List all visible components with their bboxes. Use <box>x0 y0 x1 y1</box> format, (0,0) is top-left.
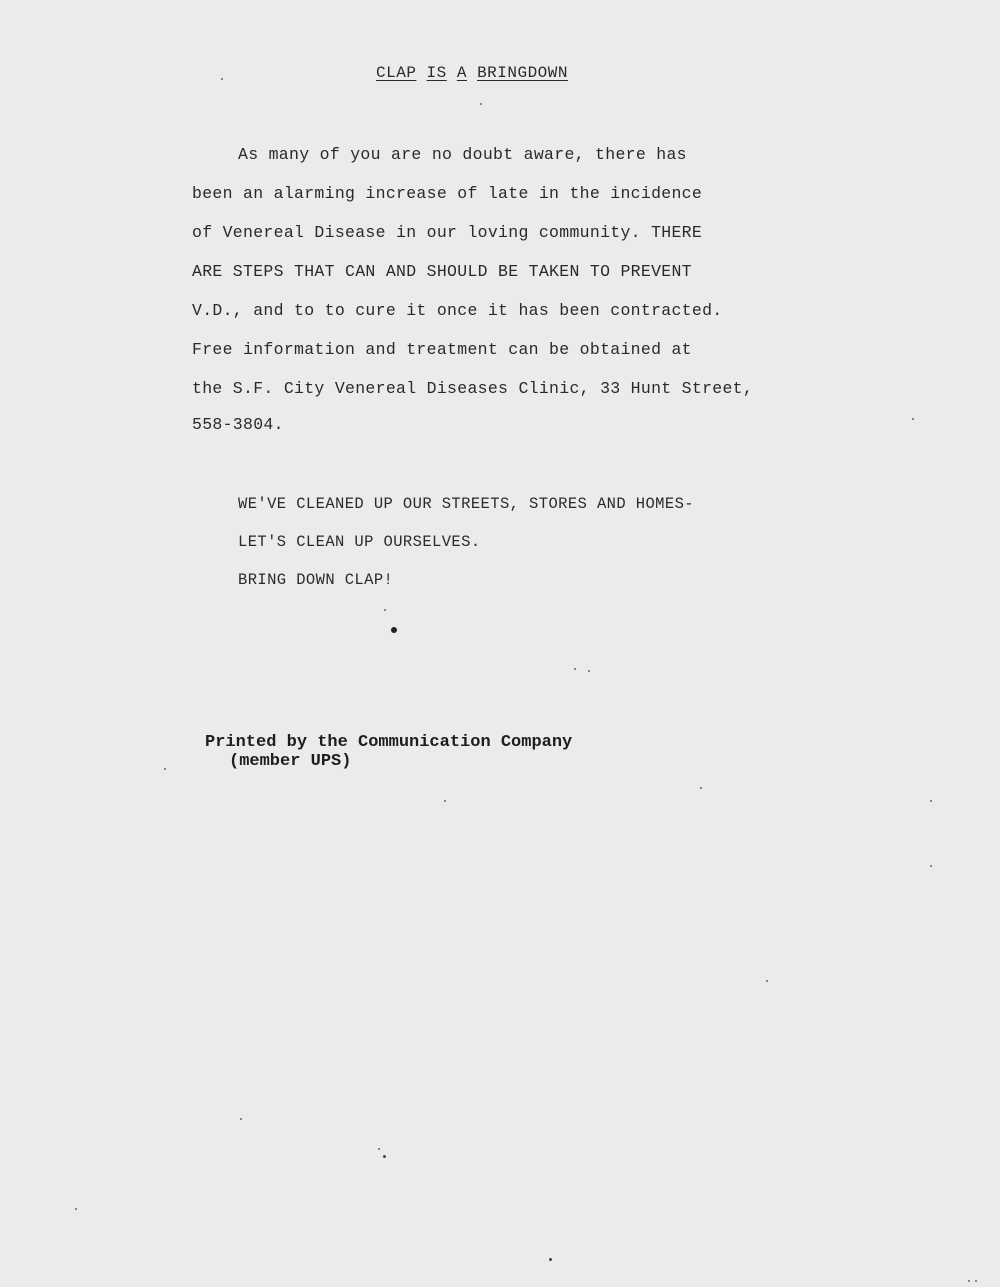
printer-credit-line-2: (member UPS) <box>229 752 352 771</box>
slogan-line-3: BRING DOWN CLAP! <box>238 571 394 589</box>
paper-speck <box>384 609 386 611</box>
paragraph-line-8: 558-3804. <box>192 415 284 434</box>
paper-speck <box>480 103 482 105</box>
paper-speck <box>930 865 932 867</box>
paragraph-line-2: been an alarming increase of late in the incidence <box>192 184 703 203</box>
slogan-line-1: WE'VE CLEANED UP OUR STREETS, STORES AND HOMES- <box>238 495 694 513</box>
paper-speck <box>912 418 914 420</box>
paragraph-line-1: As many of you are no doubt aware, there has <box>238 145 687 164</box>
paper-speck <box>383 1155 386 1158</box>
title-word-bringdown: BRINGDOWN <box>477 64 568 82</box>
paper-speck <box>968 1280 970 1282</box>
paper-speck <box>164 768 166 770</box>
paragraph-line-5: V.D., and to to cure it once it has been contracted. <box>192 301 723 320</box>
paper-speck <box>75 1208 77 1210</box>
paragraph-line-6: Free information and treatment can be obtained at <box>192 340 692 359</box>
paper-speck <box>549 1258 552 1261</box>
title-word-a: A <box>456 64 467 82</box>
printer-credit-line-1: Printed by the Communication Company <box>205 733 573 752</box>
paper-speck <box>930 800 932 802</box>
paper-speck <box>221 78 223 80</box>
paragraph-line-7: the S.F. City Venereal Diseases Clinic, 33 Hunt Street, <box>192 379 754 398</box>
paper-speck <box>444 800 446 802</box>
paper-speck <box>391 627 397 633</box>
paragraph-line-4: ARE STEPS THAT CAN AND SHOULD BE TAKEN TO PREVENT <box>192 262 692 281</box>
title-word-is: IS <box>426 64 447 82</box>
paper-speck <box>975 1280 977 1282</box>
paper-speck <box>378 1148 380 1150</box>
document-title <box>0 64 944 82</box>
paper-speck <box>574 668 576 670</box>
title-word-clap: CLAP <box>376 64 417 82</box>
paper-speck <box>766 980 768 982</box>
slogan-line-2: LET'S CLEAN UP OURSELVES. <box>238 533 481 551</box>
paper-speck <box>240 1118 242 1120</box>
paragraph-line-3: of Venereal Disease in our loving community. THERE <box>192 223 703 242</box>
paper-speck <box>588 670 590 672</box>
paper-speck <box>700 787 702 789</box>
